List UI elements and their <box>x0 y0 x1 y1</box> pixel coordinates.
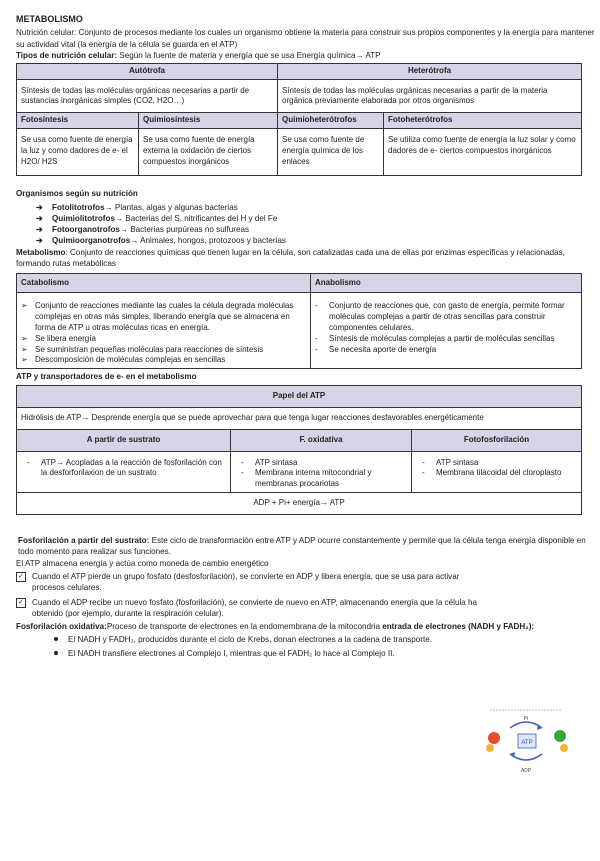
organismos-title: Organismos según su nutrición <box>16 189 138 199</box>
list-item: ➢ Conjunto de reacciones mediante las cuales la célula degrada moléculas complejas en otras más simples, liberando energía que se almacena en forma de ATP u otras moléculas ricas en energía. <box>21 301 294 332</box>
nutricion-intro: Nutrición celular: Conjunto de procesos mediante los cuales un organismo obtiene la materia para construir sus propios componentes y la energía para mantener su actividad vital (la energía de la célula se guarda en el ATP) <box>16 28 595 49</box>
bullet-arrow-icon: ➢ <box>21 333 28 343</box>
atp-moneda: El ATP almacena energía y actúa como moneda de cambio energético <box>16 559 269 569</box>
f-oxidativa-cell <box>231 451 412 492</box>
list-item: - Membrana interna mitocondrial y membranas procariotas <box>241 468 372 489</box>
anabolismo-cell <box>311 293 582 369</box>
papel-atp-header: Papel del ATP <box>17 386 582 408</box>
list-item: ➔ Fotolitotrofos→ Plantas, algas y algunas bacterias <box>36 202 238 212</box>
tipos-text: Según la fuente de materia y energía que se usa Energía química→ ATP <box>117 50 381 60</box>
heterotrofa-desc: Síntesis de todas las moléculas orgánicas necesarias a partir de la materia orgánica previamente elaborada por otros organismos <box>278 79 582 113</box>
arrow-icon: ➔ <box>36 213 43 223</box>
list-item: ➔ Fotoorganotrofos→ Bacterias purpúreas no sulfureas <box>36 224 250 234</box>
organismos-list <box>16 202 600 247</box>
check-item: ✓ Cuando el ADP recibe un nuevo fosfato (fosforilación), se convierte de nuevo en ATP, almacenando energía que la célula ha obtenido (por ejemplo, durante la respiración celular). <box>16 597 487 619</box>
nadh-list <box>16 634 600 659</box>
checkbox-icon: ✓ <box>16 572 26 582</box>
page-title: METABOLISMO <box>16 14 83 24</box>
svg-text:Pi: Pi <box>523 716 529 722</box>
bullet-icon <box>54 651 58 655</box>
anabolismo-header: Anabolismo <box>311 273 582 293</box>
arrow-icon: ➔ <box>36 202 43 212</box>
fosforilacion-sustrato: Fosforilación a partir del sustrato: Este ciclo de transformación entre ATP y ADP ocurre constantemente y permite que la célula tenga energía disponible en todo momento para realizar sus funciones. <box>18 535 586 557</box>
metabolismo-def: Metabolismo: Conjunto de reacciones químicas que tienen lugar en la célula, son catalizadas cada una de ellas por enzimas específicas y relacionadas, formando rutas metabólicas <box>16 248 565 269</box>
list-item: - Membrana tilacoidal del cloroplasto <box>422 468 562 478</box>
list-item: - Se necesita aporte de energía <box>315 344 437 354</box>
list-item: El NADH transfiere electrones al Complejo I, mientras que el FADH₂ lo hace al Complejo II. <box>54 648 600 659</box>
fotofosforilacion-header: Fotofosforilación <box>412 429 582 451</box>
papel-atp-table <box>16 385 582 515</box>
check-item: ✓ Cuando el ATP pierde un grupo fosfato (desfosforilación), se convierte en ADP y libera energía, que se usa para activar procesos celulares. <box>16 571 487 593</box>
list-item: ➢ Descomposición de moléculas complejas en sencillas <box>21 355 226 365</box>
list-item: ➔ Quimiolitotrofos→ Bacterias del S, nitrificantes del H y del Fe <box>36 213 278 223</box>
fotoheterotrofos-header: Fotoheterótrofos <box>384 113 582 129</box>
autotrofa-header: Autótrofa <box>17 63 278 79</box>
svg-text:ATP: ATP <box>521 740 533 746</box>
svg-text:ADP: ADP <box>520 768 532 774</box>
quimioheterotrofos-header: Quimioheterótrofos <box>278 113 384 129</box>
arrow-icon: ➔ <box>36 224 43 234</box>
bullet-arrow-icon: ➢ <box>21 344 28 354</box>
fotofosforilacion-cell <box>412 451 582 492</box>
tipos-label: Tipos de nutrición celular: <box>16 50 118 60</box>
atp-section-title: ATP y transportadores de e- en el metabolismo <box>16 372 197 382</box>
catabolismo-header: Catabolismo <box>17 273 311 293</box>
list-item: - ATP sintasa <box>422 457 479 467</box>
list-item: El NADH y FADH₂, producidos durante el ciclo de Krebs, donan electrones a la cadena de transporte. <box>54 634 600 645</box>
catabolismo-anabolismo-table <box>16 273 582 370</box>
fosforilacion-oxidativa: Fosforilación oxidativa:Proceso de transporte de electrones en la endomembrana de la mitocondria entrada de electrones (NADH y FADH₂): <box>16 621 535 631</box>
list-item: ➔ Quimioorganotrofos→ Animales, hongos, protozoos y bacterias <box>36 236 286 246</box>
quimiosintesis-desc: Se usa como fuente de energía externa la oxidación de ciertos compuestos inorgánicos <box>139 129 278 176</box>
atp-equation: ADP + Pi+ energía→ ATP <box>17 493 582 515</box>
tipos-nutricion <box>16 50 600 61</box>
list-item: - Conjunto de reacciones que, con gasto de energía, permite formar moléculas complejas a partir de otras sencillas para construir componentes celulares. <box>315 301 565 332</box>
bullet-arrow-icon: ➢ <box>21 301 28 311</box>
sustrato-cell <box>17 451 231 492</box>
list-item: ➢ Se libera energía <box>21 333 96 343</box>
sustrato-header: A partir de sustrato <box>17 429 231 451</box>
fotoheterotrofos-desc: Se utiliza como fuente de energía la luz solar y como dadores de e- ciertos compuestos inorgánicos <box>384 129 582 176</box>
quimioheterotrofos-desc: Se usa como fuente de energía química de los enlaces <box>278 129 384 176</box>
hidrolisis-row: Hidrólisis de ATP→ Desprende energía que se puede aprovechar para que tenga lugar reacciones desfavorables energéticamente <box>17 408 582 430</box>
heterotrofa-header: Heterótrofa <box>278 63 582 79</box>
f-oxidativa-header: F. oxidativa <box>231 429 412 451</box>
autotrofa-desc: Síntesis de todas las moléculas orgánicas necesarias a partir de sustancias inorgánicas simples (CO2, H2O…) <box>17 79 278 113</box>
quimiosintesis-header: Quimiosíntesis <box>139 113 278 129</box>
list-item: ➢ Se suministran pequeñas moléculas para reacciones de síntesis <box>21 344 264 354</box>
atp-adp-cycle-diagram-icon <box>480 706 572 776</box>
nutrition-types-table <box>16 63 582 177</box>
checkbox-icon: ✓ <box>16 598 26 608</box>
arrow-icon: ➔ <box>36 236 43 246</box>
bullet-icon <box>54 637 58 641</box>
fotosintesis-desc: Se usa como fuente de energía la luz y como dadores de e- el H2O/ H2S <box>17 129 139 176</box>
list-item: - ATP→ Acopladas a la reacción de fosforilación con la desforforilaxion de un sustrato <box>27 457 222 478</box>
bullet-arrow-icon: ➢ <box>21 355 28 365</box>
list-item: - Síntesis de moléculas complejas a partir de moléculas sencillas <box>315 333 555 343</box>
list-item: - ATP sintasa <box>241 457 298 467</box>
catabolismo-cell <box>17 293 311 369</box>
fotosintesis-header: Fotosíntesis <box>17 113 139 129</box>
